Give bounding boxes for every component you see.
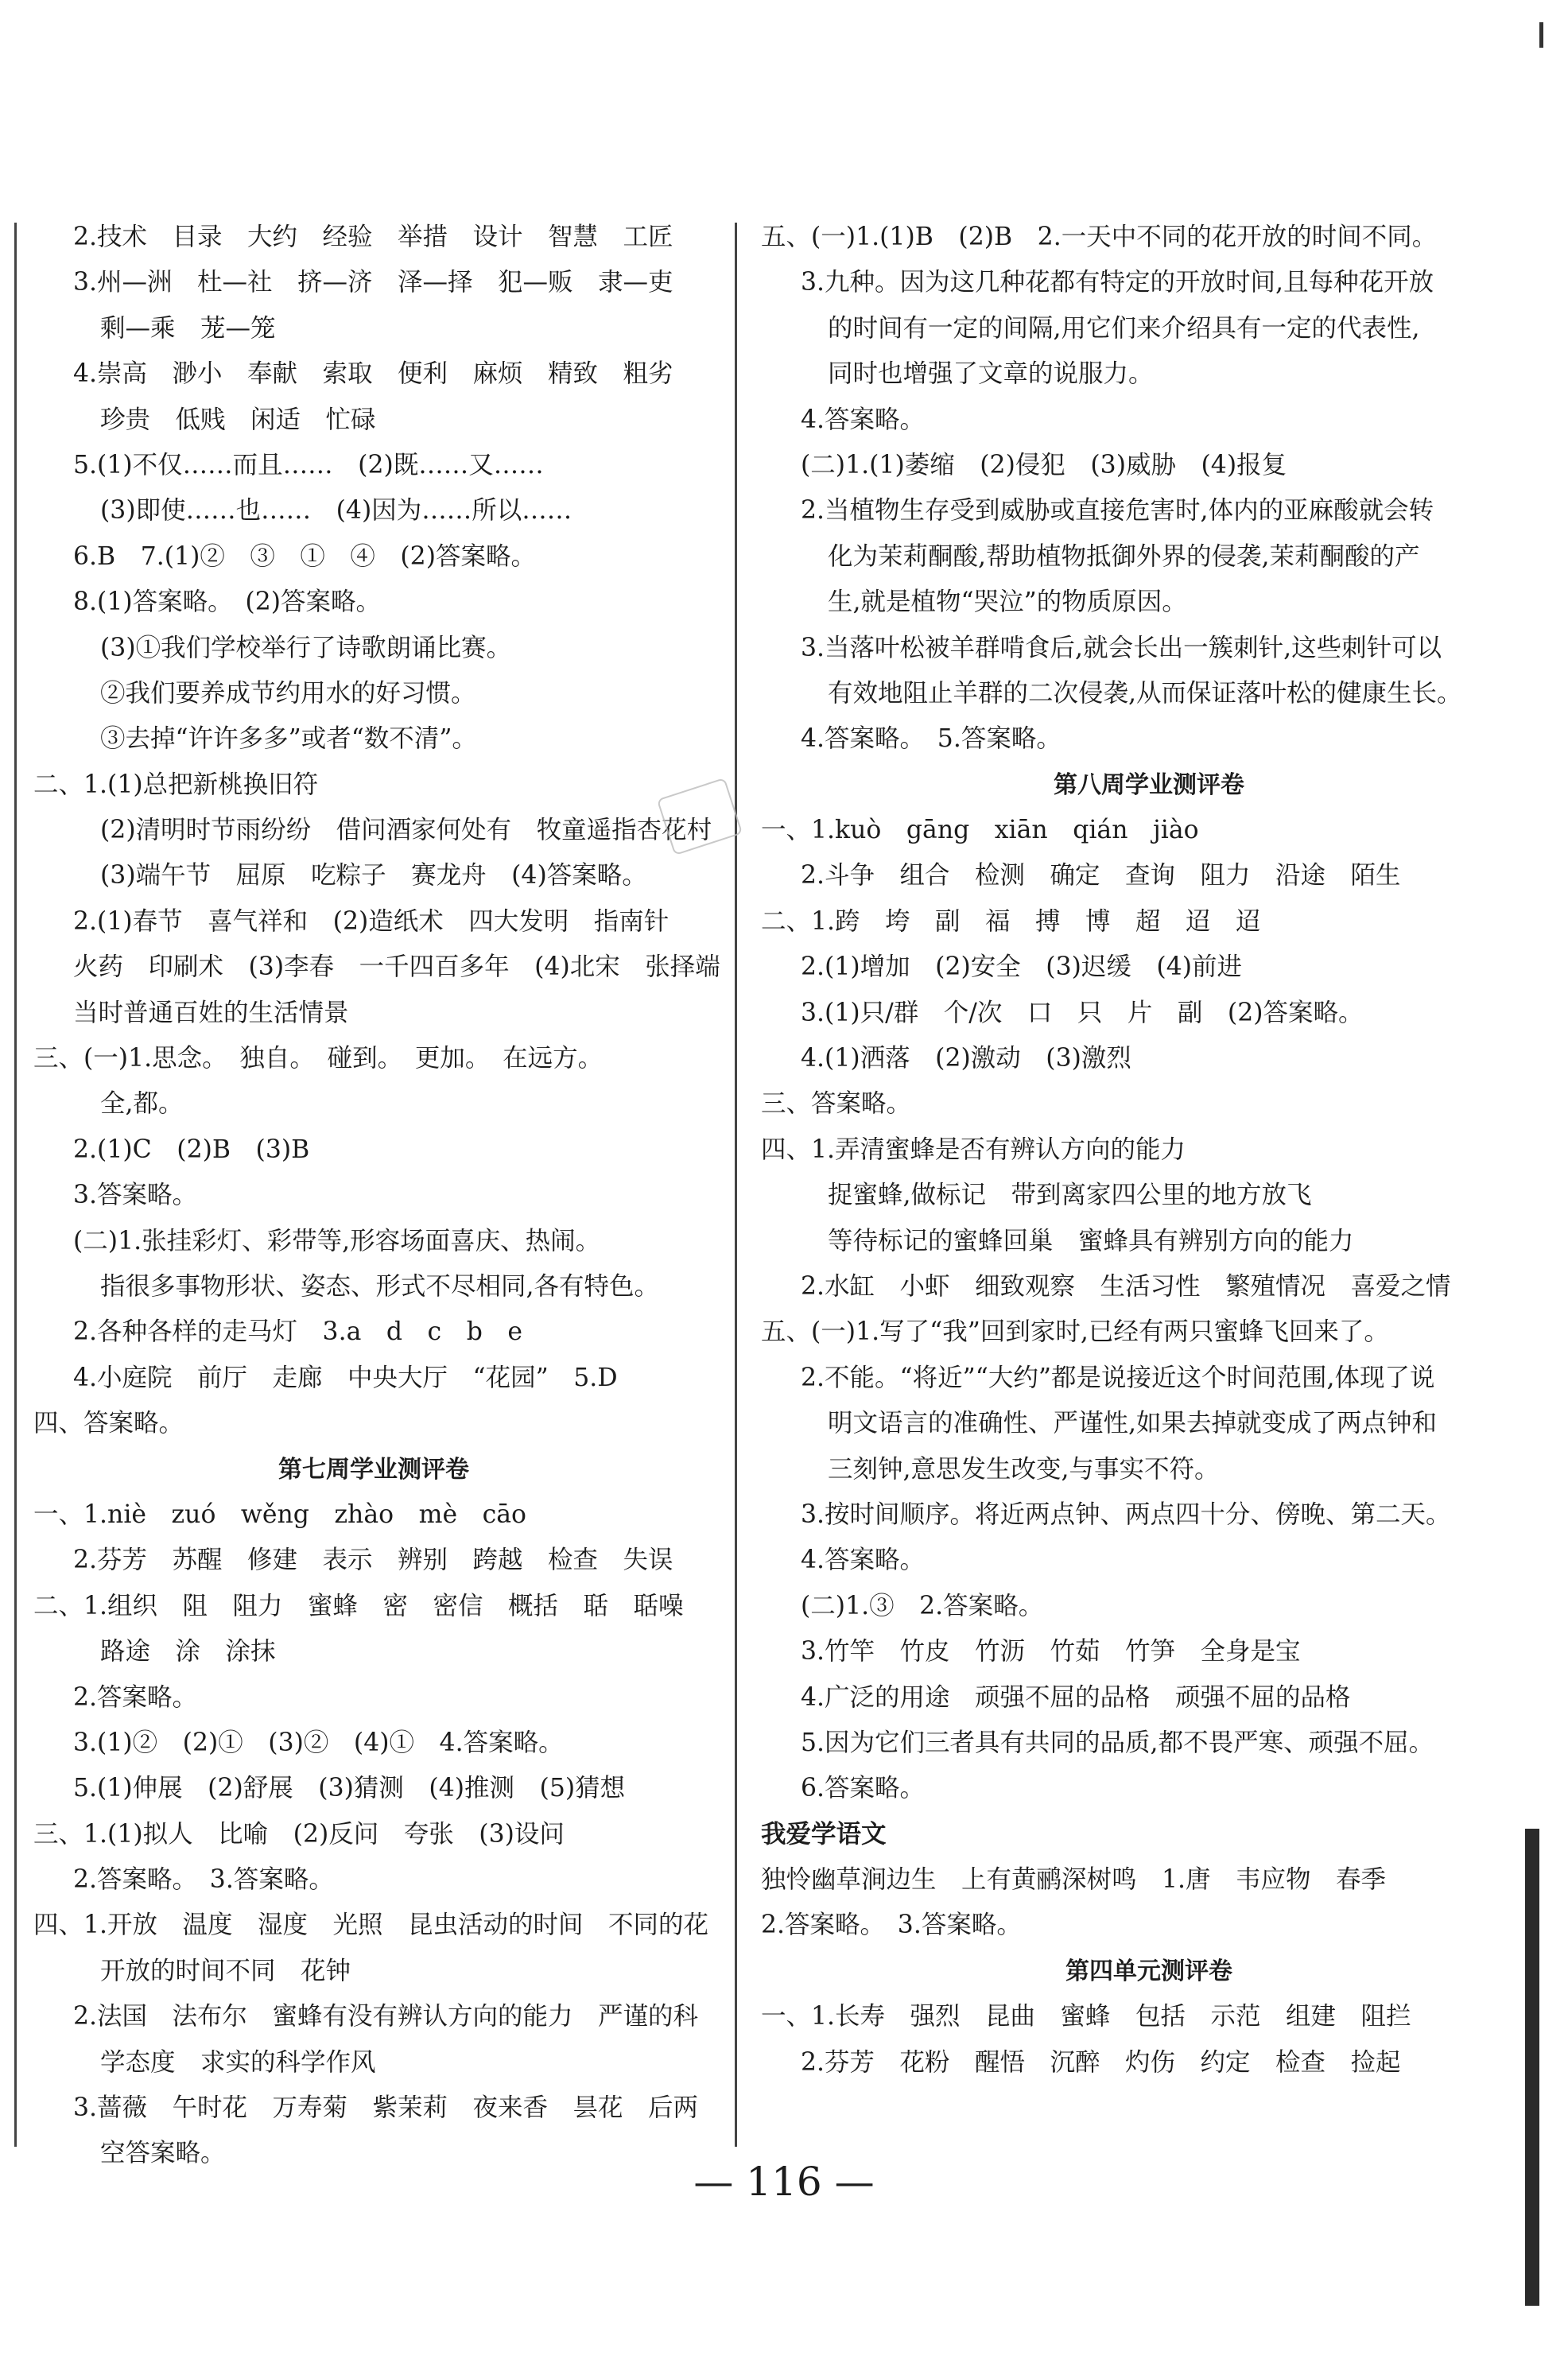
answer-line: 5.因为它们三者具有共同的品质,都不畏严寒、顽强不屈。 xyxy=(801,1728,1434,1757)
answer-line: 三、答案略。 xyxy=(761,1089,912,1119)
answer-line: (二)1.张挂彩灯、彩带等,形容场面喜庆、热闹。 xyxy=(73,1226,601,1255)
center-column-rule xyxy=(735,223,737,2147)
answer-line: 2.芬芳 苏醒 修建 表示 辨别 跨越 检查 失误 xyxy=(73,1546,673,1575)
answer-line: (2)清明时节雨纷纷 借问酒家何处有 牧童遥指杏花村 xyxy=(100,816,712,845)
answer-line: 2.法国 法布尔 蜜蜂有没有辨认方向的能力 严谨的科 xyxy=(73,2002,699,2031)
answer-line: 4.答案略。 xyxy=(801,1546,926,1575)
answer-line: 2.(1)春节 喜气祥和 (2)造纸术 四大发明 指南针 xyxy=(73,906,670,936)
answer-line: 3.九种。因为这几种花都有特定的开放时间,且每种花开放 xyxy=(801,268,1434,297)
answer-line: 3.(1)只/群 个/次 口 只 片 副 (2)答案略。 xyxy=(801,998,1364,1027)
answer-line: (二)1.③ 2.答案略。 xyxy=(801,1591,1044,1620)
answer-line: 8.(1)答案略。 (2)答案略。 xyxy=(73,588,382,617)
answer-line: 6.答案略。 xyxy=(801,1774,926,1803)
answer-line: (3)即使……也…… (4)因为……所以…… xyxy=(100,496,572,526)
answer-line: ②我们要养成节约用水的好习惯。 xyxy=(100,678,476,708)
answer-line: 5.(1)伸展 (2)舒展 (3)猜测 (4)推测 (5)猜想 xyxy=(73,1774,626,1803)
answer-line: 3.按时间顺序。将近两点钟、两点四十分、傍晚、第二天。 xyxy=(801,1500,1451,1529)
answer-line: 三、(一)1.思念。 独自。 碰到。 更加。 在远方。 xyxy=(33,1044,604,1073)
answer-line: 5.(1)不仅……而且…… (2)既……又…… xyxy=(73,450,544,479)
answer-line: 剩—乘 茏—笼 xyxy=(100,313,276,343)
answer-line: 一、1.长寿 强烈 昆曲 蜜蜂 包括 示范 组建 阻拦 xyxy=(761,2002,1411,2031)
answer-line: (二)1.(1)萎缩 (2)侵犯 (3)威胁 (4)报复 xyxy=(801,450,1287,479)
answer-line: 2.(1)增加 (2)安全 (3)迟缓 (4)前进 xyxy=(801,953,1243,982)
answer-line: 四、答案略。 xyxy=(33,1409,184,1438)
answer-line: 2.当植物生存受到威胁或直接危害时,体内的亚麻酸就会转 xyxy=(801,496,1434,526)
answer-line: 二、1.(1)总把新桃换旧符 xyxy=(33,770,319,799)
answer-line: 2.不能。“将近”“大约”都是说接近这个时间范围,体现了说 xyxy=(801,1363,1435,1392)
section-heading: 第八周学业测评卷 xyxy=(1054,770,1244,799)
answer-line: 4.答案略。 5.答案略。 xyxy=(801,724,1062,754)
page-edge-mark xyxy=(1539,22,1543,48)
answer-line: 有效地阻止羊群的二次侵袭,从而保证落叶松的健康生长。 xyxy=(828,678,1462,708)
answer-line: 二、1.跨 垮 副 福 搏 博 超 迢 迢 xyxy=(761,906,1261,936)
answer-line: 2.斗争 组合 检测 确定 查询 阻力 沿途 陌生 xyxy=(801,861,1401,890)
answer-line: 全,都。 xyxy=(100,1089,184,1119)
answer-line: 3.(1)② (2)① (3)② (4)① 4.答案略。 xyxy=(73,1728,564,1757)
answer-line: 四、1.弄清蜜蜂是否有辨认方向的能力 xyxy=(761,1135,1186,1164)
answer-line: 三刻钟,意思发生改变,与事实不符。 xyxy=(828,1454,1220,1484)
section-heading: 第七周学业测评卷 xyxy=(278,1455,469,1484)
answer-line: 4.广泛的用途 顽强不屈的品格 顽强不屈的品格 xyxy=(801,1682,1351,1712)
answer-line: 我爱学语文 xyxy=(761,1819,887,1849)
answer-line: (3)端午节 屈原 吃粽子 赛龙舟 (4)答案略。 xyxy=(100,861,647,890)
answer-line: 一、1.kuò gāng xiān qián jiào xyxy=(761,816,1199,845)
answer-line: 3.竹竿 竹皮 竹沥 竹茹 竹笋 全身是宝 xyxy=(801,1637,1301,1667)
answer-line: (3)①我们学校举行了诗歌朗诵比赛。 xyxy=(100,633,512,662)
answer-line: 四、1.开放 温度 湿度 光照 昆虫活动的时间 不同的花 xyxy=(33,1911,709,1940)
answer-line: 空答案略。 xyxy=(100,2139,226,2168)
answer-line: 火药 印刷术 (3)李春 一千四百多年 (4)北宋 张择端 xyxy=(73,953,720,982)
answer-line: 2.答案略。 3.答案略。 xyxy=(761,1911,1022,1940)
answer-line: 当时普通百姓的生活情景 xyxy=(73,998,349,1027)
answer-line: 2.芬芳 花粉 醒悟 沉醉 灼伤 约定 检查 捡起 xyxy=(801,2047,1401,2077)
answer-line: 五、(一)1.写了“我”回到家时,已经有两只蜜蜂飞回来了。 xyxy=(761,1317,1389,1347)
answer-line: 2.(1)C (2)B (3)B xyxy=(73,1135,310,1164)
page-number: — 116 — xyxy=(693,2159,875,2205)
answer-line: 珍贵 低贱 闲适 忙碌 xyxy=(100,405,376,434)
answer-line: 4.答案略。 xyxy=(801,405,926,434)
section-heading: 第四单元测评卷 xyxy=(1065,1957,1232,1985)
answer-line: 3.答案略。 xyxy=(73,1181,198,1210)
answer-line: 五、(一)1.(1)B (2)B 2.一天中不同的花开放的时间不同。 xyxy=(761,223,1438,251)
answer-line: 明文语言的准确性、严谨性,如果去掉就变成了两点钟和 xyxy=(828,1409,1438,1438)
answer-line: 的时间有一定的间隔,用它们来介绍具有一定的代表性, xyxy=(828,313,1420,343)
answer-line: 二、1.组织 阻 阻力 蜜蜂 密 密信 概括 聒 聒噪 xyxy=(33,1591,684,1620)
answer-line: 三、1.(1)拟人 比喻 (2)反问 夸张 (3)设问 xyxy=(33,1819,565,1849)
answer-line: 2.答案略。 3.答案略。 xyxy=(73,1865,334,1895)
answer-line: 2.答案略。 xyxy=(73,1682,198,1712)
answer-line: 同时也增强了文章的说服力。 xyxy=(828,359,1154,389)
answer-line: 4.(1)洒落 (2)激动 (3)激烈 xyxy=(801,1044,1131,1073)
answer-line: 捉蜜蜂,做标记 带到离家四公里的地方放飞 xyxy=(828,1181,1312,1210)
answer-line: ③去掉“许许多多”或者“数不清”。 xyxy=(100,724,477,754)
answer-line: 4.小庭院 前厅 走廊 中央大厅 “花园” 5.D xyxy=(73,1363,618,1392)
answer-line: 3.当落叶松被羊群啃食后,就会长出一簇刺针,这些刺针可以 xyxy=(801,633,1442,662)
answer-line: 2.技术 目录 大约 经验 举措 设计 智慧 工匠 xyxy=(73,223,673,251)
answer-line: 独怜幽草涧边生 上有黄鹂深树鸣 1.唐 韦应物 春季 xyxy=(761,1865,1387,1895)
answer-line: 4.崇高 渺小 奉献 索取 便利 麻烦 精致 粗劣 xyxy=(73,359,673,389)
right-column xyxy=(751,215,1547,2086)
answer-line: 路途 涂 涂抹 xyxy=(100,1637,276,1667)
answer-line: 生,就是植物“哭泣”的物质原因。 xyxy=(828,588,1187,617)
left-column xyxy=(24,215,724,2177)
answer-line: 一、1.niè zuó wěng zhào mè cāo xyxy=(33,1500,526,1529)
answer-line: 2.各种各样的走马灯 3.a d c b e xyxy=(73,1317,523,1347)
answer-line: 3.州—洲 杜—社 挤—济 泽—择 犯—贩 隶—吏 xyxy=(73,268,673,297)
answer-line: 等待标记的蜜蜂回巢 蜜蜂具有辨别方向的能力 xyxy=(828,1226,1354,1255)
answer-line: 3.蔷薇 午时花 万寿菊 紫茉莉 夜来香 昙花 后两 xyxy=(73,2093,699,2123)
answer-line: 学态度 求实的科学作风 xyxy=(100,2047,376,2077)
answer-line: 开放的时间不同 花钟 xyxy=(100,1956,351,1985)
left-column-rule xyxy=(14,223,17,2147)
answer-line: 2.水缸 小虾 细致观察 生活习性 繁殖情况 喜爱之情 xyxy=(801,1271,1451,1301)
answer-line: 指很多事物形状、姿态、形式不尽相同,各有特色。 xyxy=(100,1271,660,1301)
answer-line: 6.B 7.(1)② ③ ① ④ (2)答案略。 xyxy=(73,541,536,571)
answer-line: 化为茉莉酮酸,帮助植物抵御外界的侵袭,茉莉酮酸的产 xyxy=(828,541,1420,571)
